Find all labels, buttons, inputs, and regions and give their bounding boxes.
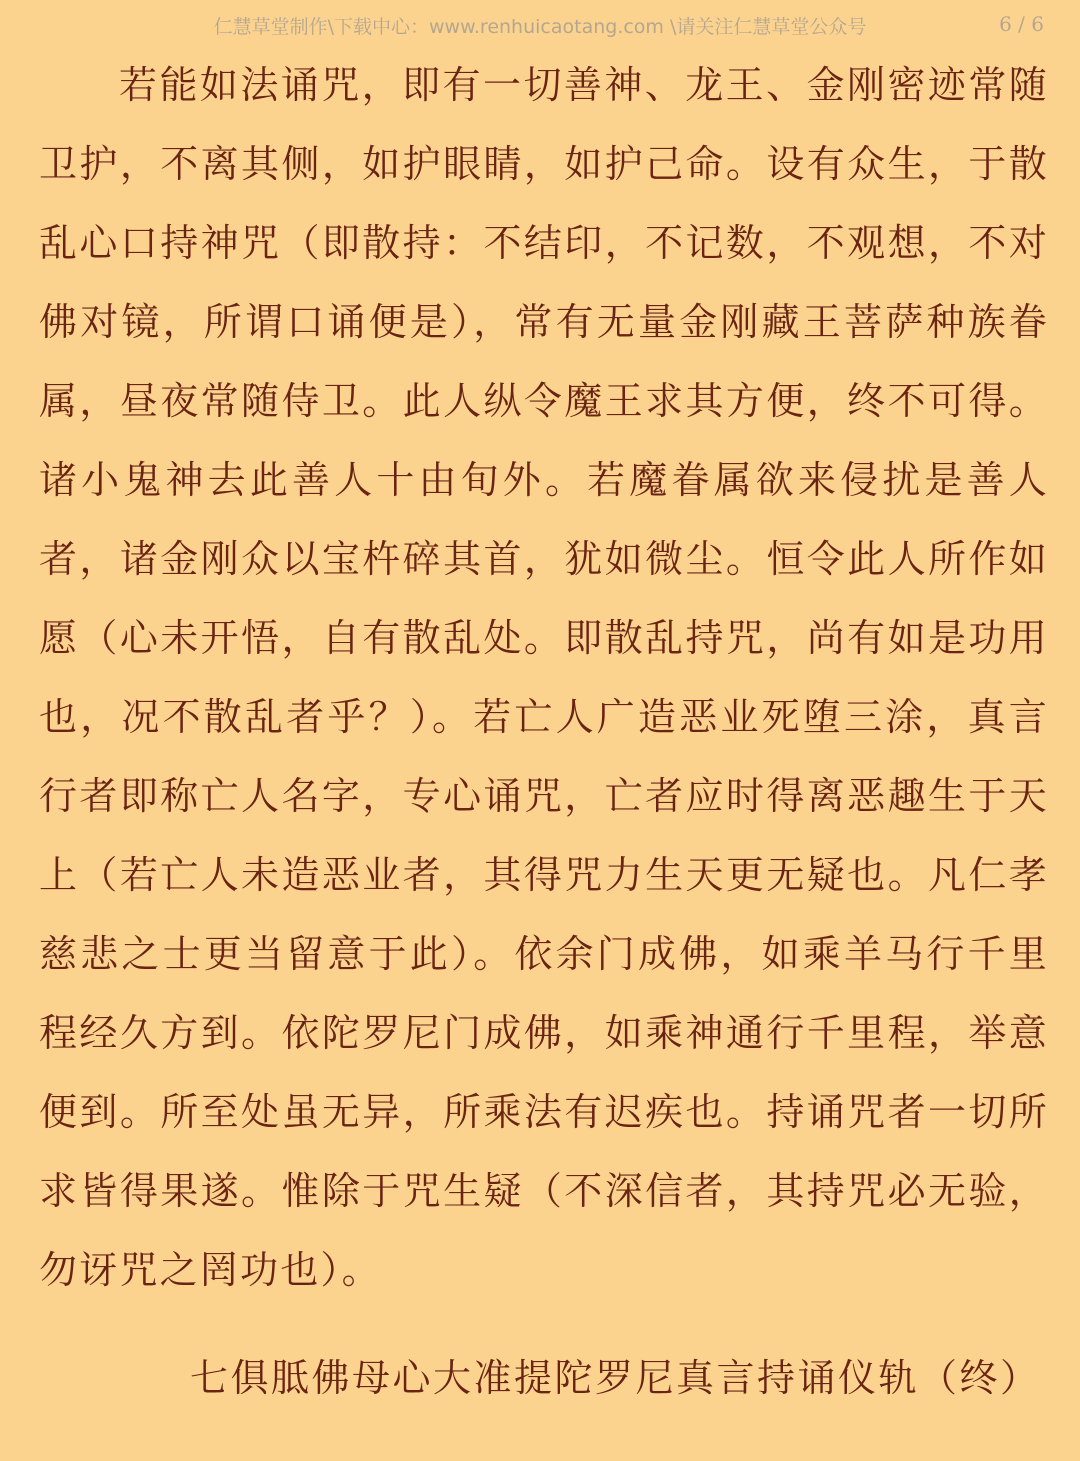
header-watermark-text: 仁慧草堂制作\下载中心：www.renhuicaotang.com \请关注仁慧草堂公众号 bbox=[213, 16, 867, 38]
body-paragraph: 若能如法诵咒，即有一切善神、龙王、金刚密迹常随卫护，不离其侧，如护眼睛，如护己命。设有众生，于散乱心口持神咒（即散持：不结印，不记数，不观想，不对佛对镜，所谓口诵便是），常有无量金刚藏王菩萨种族眷属，昼夜常随侍卫。此人纵令魔王求其方便，终不可得。诸小鬼神去此善人十由旬外。若魔眷属欲来侵扰是善人者，诸金刚众以宝杵碎其首，犹如微尘。恒令此人所作如愿（心未开悟，自有散乱处。即散乱持咒，尚有如是功用也，况不散乱者乎？）。若亡人广造恶业死堕三涂，真言行者即称亡人名字，专心诵咒，亡者应时得离恶趣生于天上（若亡人未造恶业者，其得咒力生天更无疑也。凡仁孝慈悲之士更当留意于此）。依余门成佛，如乘羊马行千里程经久方到。依陀罗尼门成佛，如乘神通行千里程，举意便到。所至处虽无异，所乘法有迟疾也。持诵咒者一切所求皆得果遂。惟除于咒生疑（不深信者，其持咒必无验，勿讶咒之罔功也）。 bbox=[39, 63, 1049, 1292]
closing-title: 七俱胝佛母心大准提陀罗尼真言持诵仪轨（终） bbox=[190, 1356, 1041, 1400]
page-number: 6 / 6 bbox=[999, 12, 1044, 36]
page-header bbox=[0, 8, 1080, 40]
